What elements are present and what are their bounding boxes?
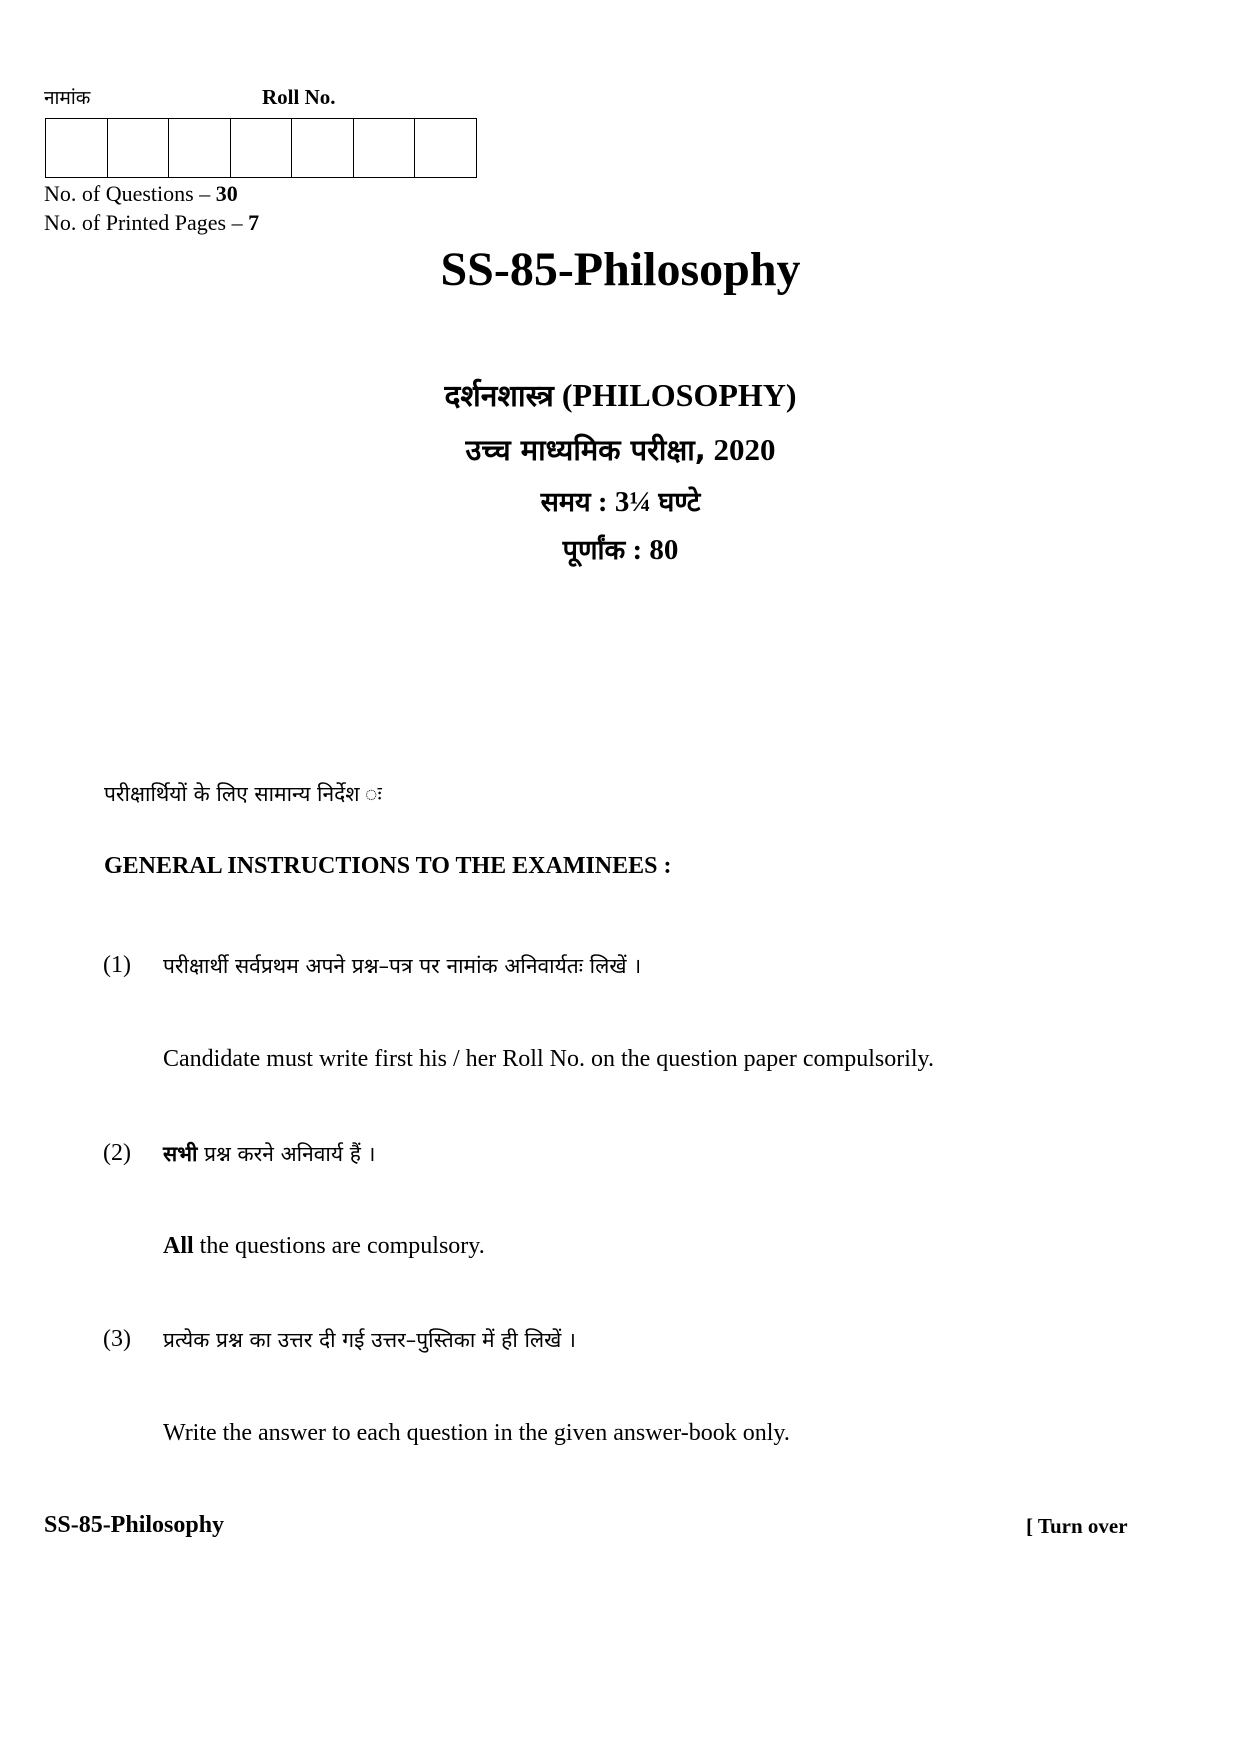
subject-title-hindi: दर्शनशास्त्र xyxy=(444,379,554,414)
roll-number-box[interactable] xyxy=(354,119,416,177)
time-unit: घण्टे xyxy=(658,487,701,518)
instruction-text-hindi: प्रत्येक प्रश्न का उत्तर दी गई उत्तर–पुस्तिका में ही लिखें । xyxy=(163,1328,576,1352)
subject-title xyxy=(0,374,1241,415)
question-count-label: No. of Questions – xyxy=(44,181,216,206)
page-count-value: 7 xyxy=(248,210,260,235)
time-separator: : xyxy=(597,486,608,518)
instruction-rest: the questions are compulsory. xyxy=(193,1233,485,1259)
instructions-heading: GENERAL INSTRUCTIONS TO THE EXAMINEES : xyxy=(104,853,672,879)
turn-over-label: [ Turn over xyxy=(1026,1514,1128,1538)
roll-number-box[interactable] xyxy=(231,119,293,177)
maximum-marks xyxy=(0,530,1241,567)
footer-paper-code: SS-85-Philosophy xyxy=(44,1512,225,1538)
time-allowed xyxy=(0,482,1241,519)
roll-number-box[interactable] xyxy=(46,119,108,177)
roll-number-box[interactable] xyxy=(108,119,170,177)
page-count xyxy=(44,210,259,236)
page-count-label: No. of Printed Pages – xyxy=(44,210,249,235)
roll-number-box[interactable] xyxy=(292,119,354,177)
paper-code-title: SS-85-Philosophy xyxy=(440,243,801,296)
instruction-number: (2) xyxy=(103,1140,131,1166)
instruction-number: (3) xyxy=(103,1326,131,1352)
time-label: समय xyxy=(540,487,591,518)
time-value: 3¼ xyxy=(614,486,652,518)
instruction-rest-hindi: प्रश्न करने अनिवार्य हैं । xyxy=(197,1142,376,1166)
instruction-emphasis: All xyxy=(163,1233,194,1259)
marks-separator: : xyxy=(632,534,643,566)
exam-name xyxy=(0,430,1241,469)
roll-number-label: Roll No. xyxy=(262,85,336,109)
roll-number-label-hindi: नामांक xyxy=(44,87,91,109)
question-count xyxy=(44,181,238,207)
roll-number-box[interactable] xyxy=(169,119,231,177)
instructions-heading-hindi: परीक्षार्थियों के लिए सामान्य निर्देश ः xyxy=(104,782,382,806)
instruction-emphasis-hindi: सभी xyxy=(163,1142,198,1166)
exam-year: 2020 xyxy=(713,432,776,467)
subject-title-english: (PHILOSOPHY) xyxy=(561,377,797,413)
roll-number-box[interactable] xyxy=(415,119,476,177)
marks-value: 80 xyxy=(649,534,679,566)
instruction-text-english: Candidate must write first his / her Roll No. on the question paper compulsorily. xyxy=(163,1046,934,1072)
roll-number-boxes xyxy=(45,118,477,178)
exam-name-hindi: उच्च माध्यमिक परीक्षा, xyxy=(465,433,706,467)
instruction-text-hindi xyxy=(163,1140,376,1168)
marks-label: पूर्णांक xyxy=(562,535,626,566)
instruction-text-english: Write the answer to each question in the given answer-book only. xyxy=(163,1420,790,1446)
instruction-number: (1) xyxy=(103,952,131,978)
question-count-value: 30 xyxy=(215,181,238,206)
instruction-text-hindi: परीक्षार्थी सर्वप्रथम अपने प्रश्न–पत्र पर नामांक अनिवार्यतः लिखें । xyxy=(163,954,642,978)
instruction-text-english xyxy=(163,1233,485,1260)
